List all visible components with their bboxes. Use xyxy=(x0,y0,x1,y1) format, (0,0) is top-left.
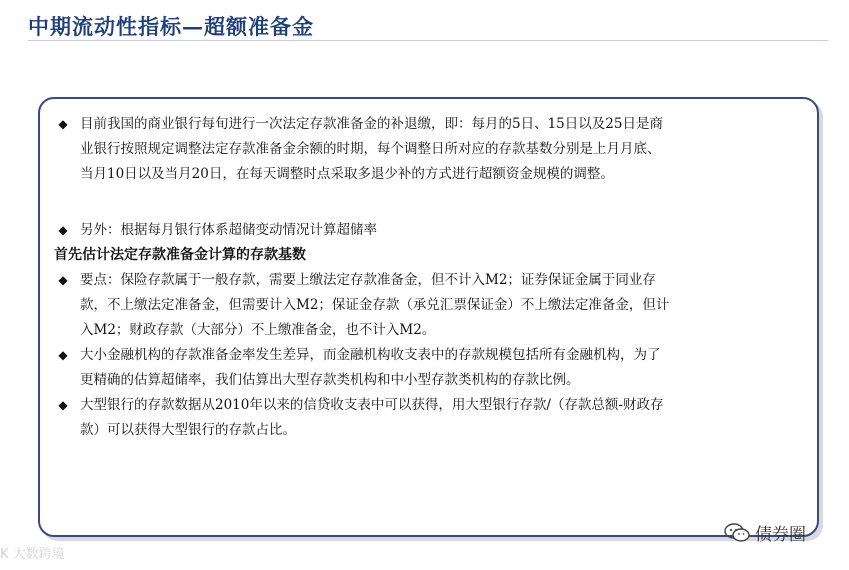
bullet-item xyxy=(54,393,804,443)
bullet-line: 入M2；财政存款（大部分）不上缴准备金，也不计入M2。 xyxy=(80,322,436,338)
bullet-item xyxy=(54,218,804,243)
bullet-item xyxy=(54,343,804,393)
wechat-icon xyxy=(724,523,750,543)
bullet-line: 目前我国的商业银行每旬进行一次法定存款准备金的补退缴，即：每月的5日、15日以及25日是商 xyxy=(80,116,663,132)
diamond-bullet-icon: ◆ xyxy=(58,223,68,237)
title-divider xyxy=(28,40,828,41)
bullet-line: 当月10日以及当月20日，在每天调整时点采取多退少补的方式进行超额资金规模的调整。 xyxy=(80,166,614,182)
diamond-bullet-icon: ◆ xyxy=(58,117,68,131)
section-heading: 首先估计法定存款准备金计算的存款基数 xyxy=(54,247,306,263)
panel-content xyxy=(54,112,804,443)
watermark-right-text: 债券圈 xyxy=(755,525,806,545)
diamond-bullet-icon: ◆ xyxy=(58,273,68,287)
bullet-line: 大小金融机构的存款准备金率发生差异，而金融机构收支表中的存款规模包括所有金融机构，为了 xyxy=(80,347,661,363)
bullet-item xyxy=(54,112,804,187)
bullet-line: 大型银行的存款数据从2010年以来的信贷收支表中可以获得，用大型银行存款/（存款总额-财政存 xyxy=(80,397,664,413)
watermark-left: K 大数跨境 xyxy=(0,547,65,562)
bullet-line: 款，不上缴法定准备金，但需要计入M2；保证金存款（承兑汇票保证金）不上缴法定准备金，但计 xyxy=(80,297,670,313)
bullet-line: 款）可以获得大型银行的存款占比。 xyxy=(80,422,296,438)
bullet-line: 要点：保险存款属于一般存款，需要上缴法定存款准备金，但不计入M2；证券保证金属于同业存 xyxy=(80,272,656,288)
diamond-bullet-icon: ◆ xyxy=(58,348,68,362)
slide-title: 中期流动性指标—超额准备金 xyxy=(28,14,314,39)
bullet-line: 业银行按照规定调整法定存款准备金余额的时期，每个调整日所对应的存款基数分别是上月月底、 xyxy=(80,141,661,157)
watermark-right xyxy=(724,520,806,545)
bullet-item xyxy=(54,268,804,343)
diamond-bullet-icon: ◆ xyxy=(58,398,68,412)
bullet-line: 另外：根据每月银行体系超储变动情况计算超储率 xyxy=(80,222,377,238)
bullet-line: 更精确的估算超储率，我们估算出大型存款类机构和中小型存款类机构的存款比例。 xyxy=(80,372,580,388)
